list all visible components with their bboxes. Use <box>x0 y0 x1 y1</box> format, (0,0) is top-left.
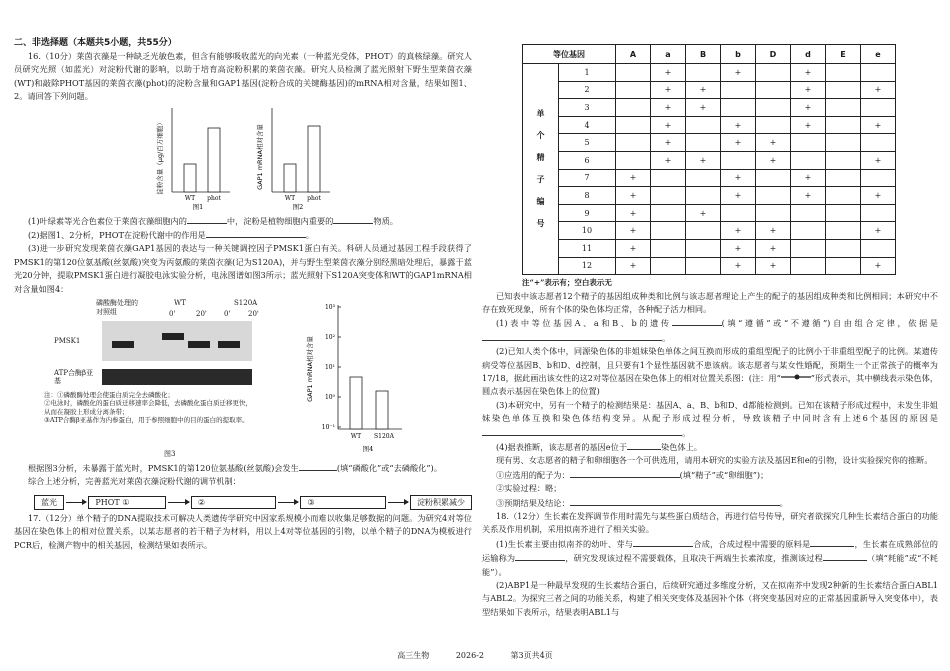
chromosome-notation-icon <box>781 373 811 381</box>
table-row <box>523 169 896 187</box>
figure-3 <box>14 299 259 459</box>
right-column <box>482 0 938 671</box>
table-cell <box>861 64 896 82</box>
q18-sub1: (1)生长素主要由拟南芥的幼叶、芽与 合成，合成过程中需要的原料是 ，生长素在成熟部位的运输称为 ，研究发现该过程不需要载体，且取决于两端生长素浓度，推测该过程 （填“耗能”或“不耗能”）。 <box>482 538 938 577</box>
table-cell <box>651 187 686 205</box>
table-cell <box>791 134 826 152</box>
table-cell <box>651 222 686 240</box>
fig4-tick-label: 10¹ <box>324 364 335 372</box>
fig2-caption: 图2 <box>292 202 304 210</box>
fig4-bar-s120a <box>376 391 388 429</box>
table-cell <box>756 64 791 82</box>
flow-phot: PHOT ① <box>88 496 166 509</box>
table-cell <box>826 257 861 275</box>
table-cell: + <box>721 169 756 187</box>
table-row <box>523 204 896 222</box>
table-cell: + <box>616 222 651 240</box>
table-cell: + <box>651 151 686 169</box>
table-row <box>523 187 896 205</box>
fig2-xlabel-wt: WT <box>284 194 296 202</box>
figure-1-chart <box>154 102 234 210</box>
table-cell: + <box>791 169 826 187</box>
section-title: 二、非选择题（本题共5小题，共55分） <box>14 38 177 48</box>
fig4-caption: 图4 <box>362 445 374 454</box>
table-cell: + <box>756 151 791 169</box>
table-cell <box>756 116 791 134</box>
flow-result: 淀粉积累减少 <box>410 495 472 510</box>
table-col-header: A <box>616 45 651 64</box>
table-cell <box>686 187 721 205</box>
fig1-bar-wt <box>184 164 196 192</box>
gel-time-label: 20' <box>196 310 207 319</box>
table-cell: + <box>651 134 686 152</box>
q16-sub3a: 根据图3分析，未暴露于蓝光时，PMSK1的第120位氨基酸(丝氨酸)会发生 (填“磷酸化”或“去磷酸化”)。 <box>27 463 442 474</box>
q17-text: 17.（12分）单个精子的DNA提取技术可解决人类遗传学研究中因家系规模小而难以收集足够数据的问题。为研究4对等位基因在染色体上的相对位置关系，以某志愿者的若干精子为材料，用以上4对等位基因的引物，以单个精子的DNA为模板进行PCR后，检测产物中的相关基因，检测结果如表所示。 <box>14 512 472 550</box>
table-row-number: 6 <box>559 151 616 169</box>
table-cell <box>756 99 791 117</box>
table-cell: + <box>616 239 651 257</box>
footer-subject: 高三生物 <box>397 651 430 660</box>
regulation-flowchart <box>34 495 472 510</box>
table-cell <box>616 99 651 117</box>
figure-4-chart <box>302 299 412 459</box>
fig4-tick-label: 10⁻¹ <box>321 424 335 432</box>
table-row-number: 1 <box>559 64 616 82</box>
table-row-number: 7 <box>559 169 616 187</box>
table-cell <box>791 239 826 257</box>
fig4-tick-label: 10² <box>324 334 335 342</box>
gel-note: ③ATP合酶β亚基作为内参蛋白，用于参照细胞中的目的蛋白的提取率。 <box>44 416 249 425</box>
table-cell <box>756 169 791 187</box>
footer-date: 2026-2 <box>455 651 484 660</box>
fig1-xlabel-phot: phot <box>207 194 221 202</box>
table-row-number: 10 <box>559 222 616 240</box>
table-row-number: 5 <box>559 134 616 152</box>
fig2-ylabel: GAP1 mRNA相对含量 <box>256 123 264 190</box>
table-cell <box>651 169 686 187</box>
table-cell <box>686 169 721 187</box>
q16-sub1: (1)叶绿素等光合色素位于莱茵衣藻细胞内的 中，淀粉是植物细胞内重要的 物质。 <box>27 215 398 226</box>
table-row-number: 2 <box>559 81 616 99</box>
gel-control-label: 磷酸酶处理的对照组 <box>96 299 138 317</box>
q16-sub3b: 综合上述分析，完善蓝光对莱茵衣藻淀粉代谢的调节机制： <box>27 476 241 487</box>
table-cell: + <box>756 239 791 257</box>
table-cell: + <box>721 239 756 257</box>
table-cell: + <box>791 116 826 134</box>
fig1-bar-phot <box>208 128 220 192</box>
table-cell <box>826 116 861 134</box>
table-row <box>523 64 896 82</box>
figure-2-chart <box>254 102 334 210</box>
fig2-bar-phot <box>308 126 320 192</box>
table-cell: + <box>861 222 896 240</box>
fig4-bar-wt <box>350 377 362 429</box>
table-cell <box>826 134 861 152</box>
fig4-tick-label: 10³ <box>324 304 335 312</box>
table-cell: + <box>651 64 686 82</box>
table-col-header: E <box>826 45 861 64</box>
gel-blot-pmsk1 <box>102 321 252 361</box>
table-cell: + <box>721 257 756 275</box>
q17-sub3: (3)本研究中，另有一个精子的检测结果是：基因A、a、B、b和D、d都能检测到。已知在该精子形成过程中，未发生非姐妹染色单体互换和染色体结构变异。从配子形成过程分析，导致该精子中同时含有上述6个基因的原因是。 <box>482 399 938 438</box>
table-cell <box>791 204 826 222</box>
table-col-header: a <box>651 45 686 64</box>
table-cell <box>826 99 861 117</box>
page-footer <box>0 650 950 661</box>
table-col-header: B <box>686 45 721 64</box>
flow-step-2: ② <box>191 496 276 509</box>
table-cell <box>826 151 861 169</box>
table-cell: + <box>651 116 686 134</box>
figure-1 <box>154 102 234 214</box>
table-cell: + <box>721 134 756 152</box>
figures-3-4 <box>14 299 472 461</box>
table-cell <box>616 81 651 99</box>
table-cell <box>861 99 896 117</box>
table-cell <box>756 81 791 99</box>
table-cell <box>756 187 791 205</box>
table-cell <box>826 187 861 205</box>
table-corner: 等位基因 <box>523 45 616 64</box>
table-cell <box>616 64 651 82</box>
table-row <box>523 116 896 134</box>
table-cell <box>826 64 861 82</box>
fig2-bar-wt <box>284 164 296 192</box>
gel-time-label: 20' <box>248 310 259 319</box>
table-cell <box>686 134 721 152</box>
table-cell: + <box>686 151 721 169</box>
gel-time-label: 0' <box>169 310 176 319</box>
q17-p9: ③预期结果及结论： 。 <box>495 497 788 508</box>
table-row-number: 12 <box>559 257 616 275</box>
table-cell: + <box>756 222 791 240</box>
table-cell <box>721 151 756 169</box>
table-cell <box>686 116 721 134</box>
table-row <box>523 151 896 169</box>
gel-time-label: 0' <box>224 310 231 319</box>
table-cell: + <box>756 257 791 275</box>
table-cell: + <box>791 81 826 99</box>
table-cell: + <box>651 99 686 117</box>
table-cell: + <box>616 169 651 187</box>
table-cell: + <box>791 187 826 205</box>
table-cell: + <box>861 116 896 134</box>
flow-blue-light: 蓝光 <box>34 495 64 510</box>
table-cell <box>616 134 651 152</box>
table-cell: + <box>686 204 721 222</box>
q17-p8: ②实验过程：略； <box>495 483 562 494</box>
fig4-tick-label: 10⁰ <box>324 394 335 402</box>
gel-row-atp: ATP合酶β亚基 <box>54 369 94 386</box>
q17-sub4: (4)据表推断，该志愿者的基因e位于 染色体上。 <box>495 442 702 452</box>
table-cell <box>686 222 721 240</box>
table-cell: + <box>861 257 896 275</box>
table-cell <box>791 151 826 169</box>
table-cell <box>861 169 896 187</box>
gel-s120a-label: S120A <box>234 299 258 308</box>
table-row <box>523 99 896 117</box>
table-cell <box>686 239 721 257</box>
q17-sub2: (2)已知人类个体中，同源染色体的非姐妹染色单体之间互换而形成的重组型配子的比例小于非重组型配子的比例。某遗传病受等位基因B、b和D、d控制，且只要有1个显性基因就不患该病。该志愿者与某女性婚配，预期生一个正常孩子的概率为17/18，据此画出该女性的这2对等位基因在染色体上的相对位置关系图：(注：用“ ”形式表示，其中横线表示染色体，圆点表示基因在染色体上的位置) <box>482 346 938 397</box>
q16-intro: 16.（10分）莱茵衣藻是一种缺乏光敏色素，但含有能够吸收蓝光的向光素（一种蓝光受体，PHOT）的真核绿藻。研究人员研究光照（如蓝光）对淀粉代谢的影响，以助于培育高淀粉积累的莱茵衣藻。研究人员检测了蓝光照射下野生型莱茵衣藻(WT)和敲除PHOT基因的莱茵衣藻(phot)的淀粉含量和GAP1基因(淀粉合成的关键酶基因)的mRNA相对含量，结果如图1、2。请回答下列问题。 <box>14 51 472 102</box>
table-row <box>523 239 896 257</box>
table-cell <box>826 239 861 257</box>
table-cell <box>651 257 686 275</box>
table-cell: + <box>616 204 651 222</box>
table-cell <box>651 239 686 257</box>
table-row-number: 4 <box>559 116 616 134</box>
table-cell: + <box>686 99 721 117</box>
table-cell: + <box>756 134 791 152</box>
figure-2 <box>254 102 334 214</box>
table-row-number: 3 <box>559 99 616 117</box>
flow-step-3: ③ <box>300 496 385 509</box>
fig4-xlabel-wt: WT <box>350 433 362 441</box>
table-cell <box>826 222 861 240</box>
fig1-xlabel-wt: WT <box>184 194 196 202</box>
q17-p6: 现有男、女志愿者的精子和卵细胞各一个可供选用，请用本研究的实验方法及基因E和e的引物，设计实验探究你的推断。 <box>495 455 933 466</box>
table-cell: + <box>791 99 826 117</box>
table-cell: + <box>616 257 651 275</box>
table-note: 注“+”表示有；空白表示无 <box>522 278 612 288</box>
gel-wt-label: WT <box>174 299 186 308</box>
table-row-number: 11 <box>559 239 616 257</box>
fig1-ylabel: 淀粉含量（μg/百万细胞） <box>156 118 164 195</box>
table-row <box>523 81 896 99</box>
fig2-xlabel-phot: phot <box>307 194 321 202</box>
gel-note: ②电泳时，磷酸化的蛋白质迁移速率会降低，去磷酸化蛋白质迁移更快，从而在凝胶上形成分离条带； <box>44 399 252 416</box>
fig3-caption: 图3 <box>164 450 176 459</box>
figures-1-2 <box>154 104 472 214</box>
q16-sub2: (2)据图1、2分析，PHOT在淀粉代谢中的作用是 。 <box>27 230 314 241</box>
table-cell: + <box>791 64 826 82</box>
gel-blot-atp <box>102 369 252 385</box>
table-cell <box>826 204 861 222</box>
table-cell: + <box>861 187 896 205</box>
table-cell <box>861 134 896 152</box>
table-cell <box>616 151 651 169</box>
table-cell <box>721 81 756 99</box>
table-cell <box>791 257 826 275</box>
table-cell: + <box>861 81 896 99</box>
table-cell <box>686 64 721 82</box>
gel-row-pmsk1: PMSK1 <box>54 337 81 346</box>
table-cell: + <box>721 116 756 134</box>
footer-page: 第3页共4页 <box>510 651 553 660</box>
q16-sub3: (3)进一步研究发现莱茵衣藻GAP1基因的表达与一种关键调控因子PMSK1蛋白有关。科研人员通过基因工程手段获得了PMSK1的第120位氨基酸(丝氨酸)突变为丙氨酸的莱茵衣藻(记为S120A)，并与野生型莱茵衣藻分别经黑暗处理后，暴露于蓝光20分钟，提取PMSK1蛋白进行凝胶电泳实验分析，电泳图谱如图3所示；蓝光照射下S120A突变体和WT的GAP1mRNA相对含量如图4： <box>14 243 472 294</box>
q18-sub2: (2)ABP1是一种最早发现的生长素结合蛋白，后续研究通过多维度分析，又在拟南芥中发现2种新的生长素结合蛋白ABL1与ABL2。为探究三者之间的功能关系，构建了相关突变体及基因补个体（将突变基因对应的正常基因重新导入突变体中），表型结果如下表所示，结果表明ABL1与 <box>482 580 938 617</box>
table-col-header: D <box>756 45 791 64</box>
table-cell: + <box>616 187 651 205</box>
table-cell: + <box>721 222 756 240</box>
table-cell <box>861 239 896 257</box>
table-cell <box>756 204 791 222</box>
table-col-header: d <box>791 45 826 64</box>
q17-sub1: (1)表中等位基因A、a和B、b的遗传 (填“遵循”或“不遵循”)自由组合定律，依据是。 <box>482 316 938 345</box>
table-cell <box>686 257 721 275</box>
fig4-ylabel: GAP1 mRNA相对含量 <box>306 336 314 402</box>
allele-table <box>522 44 896 275</box>
table-cell: + <box>721 64 756 82</box>
table-cell: + <box>651 81 686 99</box>
table-row-number: 8 <box>559 187 616 205</box>
table-col-header: b <box>721 45 756 64</box>
q18-p1: 18.（12分）生长素在发挥调节作用时需先与某些蛋白质结合，再进行信号传导，研究者欲探究几种生长素结合蛋白的功能关系及作用机制，采用拟南芥进行了相关实验。 <box>482 511 938 535</box>
table-cell: + <box>721 187 756 205</box>
fig4-xlabel-s120a: S120A <box>374 433 394 441</box>
table-row <box>523 134 896 152</box>
table-cell <box>826 169 861 187</box>
table-cell <box>861 204 896 222</box>
table-side-label: 单 个 精 子 编 号 <box>523 64 559 275</box>
fig1-caption: 图1 <box>192 202 204 210</box>
table-cell <box>616 116 651 134</box>
table-row <box>523 222 896 240</box>
table-cell <box>826 81 861 99</box>
table-cell <box>721 99 756 117</box>
q17-p1: 已知表中该志愿者12个精子的基因组成种类和比例与该志愿者理论上产生的配子的基因组成种类和比例相同；本研究中不存在致死现象，所有个体的染色体均正常，各种配子活力相同。 <box>482 290 938 314</box>
table-col-header: e <box>861 45 896 64</box>
gel-notes <box>44 391 254 425</box>
table-cell: + <box>861 151 896 169</box>
q17-p7: ①应选用的配子为： (填“精子”或“卵细胞”)； <box>495 469 769 480</box>
figure-4 <box>302 299 412 461</box>
table-row <box>523 257 896 275</box>
left-column <box>14 0 472 671</box>
table-row-number: 9 <box>559 204 616 222</box>
table-cell <box>721 204 756 222</box>
table-cell <box>651 204 686 222</box>
table-cell: + <box>686 81 721 99</box>
table-cell <box>791 222 826 240</box>
gel-note: 注：①磷酸酶处理会使蛋白质完全去磷酸化； <box>44 391 174 400</box>
